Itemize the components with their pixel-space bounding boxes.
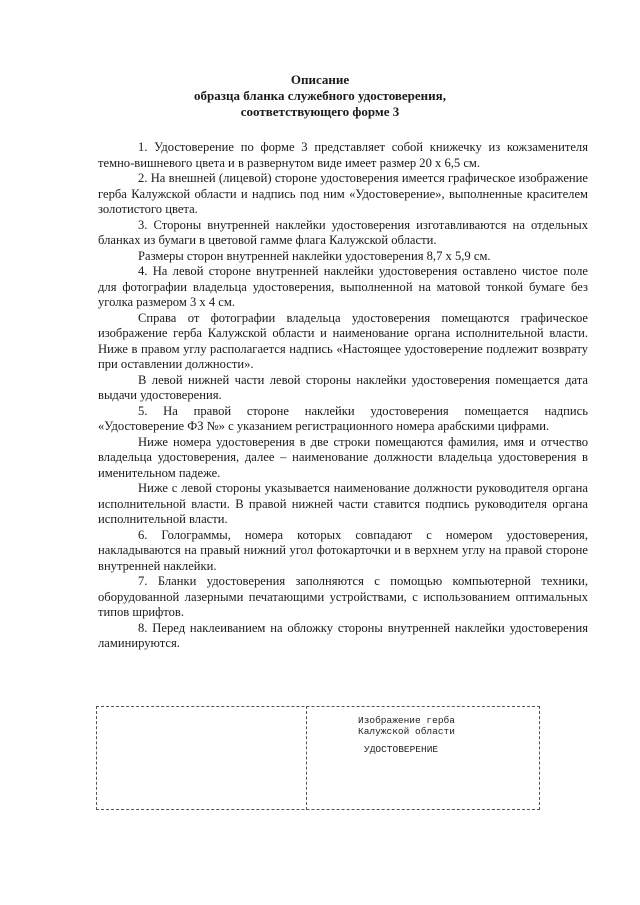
paragraph-4-issue-date: В левой нижней части левой стороны наклейки удостоверения помещается дата выдачи удостоверения. bbox=[98, 372, 588, 402]
paragraph-5: 5. На правой стороне наклейки удостоверения помещается надпись «Удостоверение ФЗ №» с указанием регистрационного номера арабскими цифрами. bbox=[98, 403, 588, 433]
paragraph-5-signature: Ниже с левой стороны указывается наименование должности руководителя органа исполнительной власти. В правой нижней части ставится подпись руководителя органа исполнительной власти. bbox=[98, 481, 588, 526]
id-cover-sample bbox=[96, 706, 540, 810]
coat-of-arms-caption-line-2: Калужской области bbox=[358, 726, 455, 737]
document-title bbox=[0, 72, 640, 120]
paragraph-4-photo-right: Справа от фотографии владельца удостоверения помещаются графическое изображение герба Калужской области и наименование органа исполнительной власти. Ниже в правом углу располагается надпись «Настоящее удостоверение подлежит возврату при оставлении должности». bbox=[98, 310, 588, 371]
paragraph-7: 7. Бланки удостоверения заполняются с помощью компьютерной техники, оборудованной лазерными печатающими устройствами, с использованием оптимальных типов шрифтов. bbox=[98, 574, 588, 619]
cover-label: УДОСТОВЕРЕНИЕ bbox=[364, 744, 439, 755]
paragraph-1: 1. Удостоверение по форме 3 представляет собой книжечку из кожзаменителя темно-вишневого цвета и в развернутом виде имеет размер 20 х 6,5 см. bbox=[98, 140, 588, 170]
paragraph-5-owner-name: Ниже номера удостоверения в две строки помещаются фамилия, имя и отчество владельца удостоверения, далее – наименование должности владельца удостоверения в именительном падеже. bbox=[98, 434, 588, 480]
paragraph-3: 3. Стороны внутренней наклейки удостоверения изготавливаются на отдельных бланках из бумаги в цветовой гамме флага Калужской области. bbox=[98, 217, 588, 247]
coat-of-arms-caption-line-1: Изображение герба bbox=[358, 715, 455, 726]
paragraph-3-sizes: Размеры сторон внутренней наклейки удостоверения 8,7 х 5,9 см. bbox=[138, 248, 491, 263]
paragraph-8: 8. Перед наклеиванием на обложку стороны внутренней наклейки удостоверения ламинируются. bbox=[98, 620, 588, 650]
cover-dashed-frame bbox=[96, 706, 540, 810]
coat-of-arms-caption bbox=[358, 715, 455, 737]
paragraph-6: 6. Голограммы, номера которых совпадают с номером удостоверения, накладываются на правый нижний угол фотокарточки и в верхнем углу на правой стороне внутренней наклейки. bbox=[98, 527, 588, 573]
title-line-2: образца бланка служебного удостоверения, bbox=[194, 88, 446, 103]
paragraph-2: 2. На внешней (лицевой) стороне удостоверения имеется графическое изображение герба Калужской области и надпись под ним «Удостоверение», выполненные красителем золотистого цвета. bbox=[98, 171, 588, 216]
document-body bbox=[98, 140, 588, 652]
cover-fold-line bbox=[306, 706, 307, 810]
title-line-1: Описание bbox=[290, 72, 350, 87]
title-line-3: соответствующего форме 3 bbox=[240, 104, 400, 119]
paragraph-4: 4. На левой стороне внутренней наклейки удостоверения оставлено чистое поле для фотографии владельца удостоверения, выполненной на матовой тонкой бумаге без уголка размером 3 х 4 см. bbox=[98, 264, 588, 309]
